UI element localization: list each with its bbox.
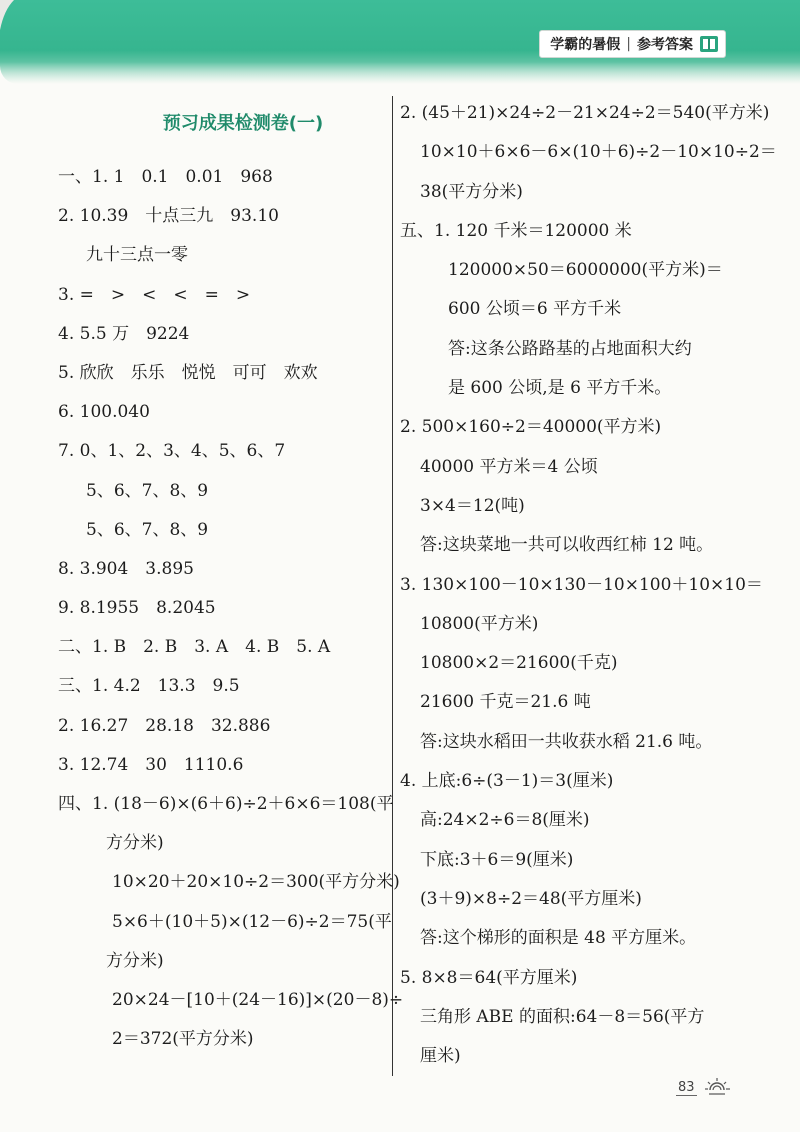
left-column [58,104,404,1059]
answer-line: 2. 500×160÷2＝40000(平方米) [400,417,662,438]
answer-line: 5. 8×8＝64(平方厘米) [400,967,578,988]
answer-line: 二、1. B 2. B 3. A 4. B 5. A [58,637,331,658]
answer-line: 2. (45＋21)×24÷2－21×24÷2＝540(平方米) [400,103,770,123]
answer-line: 3. 130×100－10×130－10×100＋10×10＝ [400,574,763,595]
answer-line: 21600 千克＝21.6 吨 [420,692,591,713]
answer-line: 是 600 公顷,是 6 平方千米。 [448,378,672,399]
answer-line: 6. 100.040 [58,402,150,423]
answer-line: 10×10＋6×6－6×(10＋6)÷2－10×10÷2＝ [420,142,777,163]
right-column [400,94,777,1076]
answer-line: 38(平方分米) [420,181,523,202]
answer-line: 三角形 ABE 的面积:64－8＝56(平方 [420,1006,705,1027]
answer-line: (3＋9)×8÷2＝48(平方厘米) [420,888,642,909]
answer-line: 三、1. 4.2 13.3 9.5 [58,676,240,697]
answer-line: 五、1. 120 千米＝120000 米 [400,220,632,241]
section-title: 预习成果检测卷(一) [162,113,324,134]
answer-line: 10800×2＝21600(千克) [420,653,618,674]
answer-line: 7. 0、1、2、3、4、5、6、7 [58,441,286,462]
page-number: 83 [678,1080,695,1095]
answer-line: 10800(平方米) [420,613,539,634]
answer-line: 2. 16.27 28.18 32.886 [58,715,271,736]
answer-line: 3. 12.74 30 1110.6 [58,754,244,775]
answer-line: 3. = > < < = > [58,284,251,305]
answer-line: 10×20＋20×10÷2＝300(平方分米) [112,872,400,893]
answer-line: 4. 上底:6÷(3－1)＝3(厘米) [400,771,614,792]
answer-line: 答:这块水稻田一共收获水稻 21.6 吨。 [420,731,713,752]
answer-line: 2＝372(平方分米) [112,1029,254,1050]
brand-title: 学霸的暑假 [550,37,621,53]
answer-line: 3×4＝12(吨) [420,495,525,516]
answer-line: 九十三点一零 [86,245,188,266]
answer-line: 600 公顷＝6 平方千米 [448,299,622,320]
answer-line: 高:24×2÷6＝8(厘米) [420,810,590,831]
answer-line: 40000 平方米＝4 公顷 [420,456,598,477]
answer-line: 5×6＋(10＋5)×(12－6)÷2＝75(平 [112,911,392,932]
answer-line: 5. 欣欣 乐乐 悦悦 可可 欢欢 [58,362,318,383]
book-icon [699,35,719,53]
answer-line: 方分米) [106,950,164,971]
answer-line: 4. 5.5 万 9224 [58,323,190,344]
answer-line: 答:这个梯形的面积是 48 平方厘米。 [420,928,697,949]
sun-icon [704,1076,732,1100]
answer-line: 下底:3＋6＝9(厘米) [420,849,574,870]
answer-line: 一、1. 1 0.1 0.01 968 [58,167,273,187]
answer-line: 5、6、7、8、9 [86,519,209,540]
answer-line: 5、6、7、8、9 [86,480,209,501]
brand-separator: | [626,36,631,52]
section-label: 参考答案 [637,37,693,53]
answer-line: 9. 8.1955 8.2045 [58,598,216,619]
brand-label [539,30,726,58]
column-divider [392,96,393,1076]
answer-line: 20×24－[10＋(24－16)]×(20－8)÷ [112,989,404,1010]
answer-line: 120000×50＝6000000(平方米)＝ [448,260,723,281]
answer-line: 2. 10.39 十点三九 93.10 [58,206,279,227]
answer-line: 答:这条公路路基的占地面积大约 [448,338,692,359]
answer-line: 答:这块菜地一共可以收西红柿 12 吨。 [420,535,714,556]
page-curl-icon [0,0,14,30]
answer-line: 厘米) [420,1046,461,1067]
answer-line: 方分米) [106,833,164,854]
answer-line: 四、1. (18－6)×(6＋6)÷2＋6×6＝108(平 [58,794,394,814]
answer-line: 8. 3.904 3.895 [58,558,194,579]
